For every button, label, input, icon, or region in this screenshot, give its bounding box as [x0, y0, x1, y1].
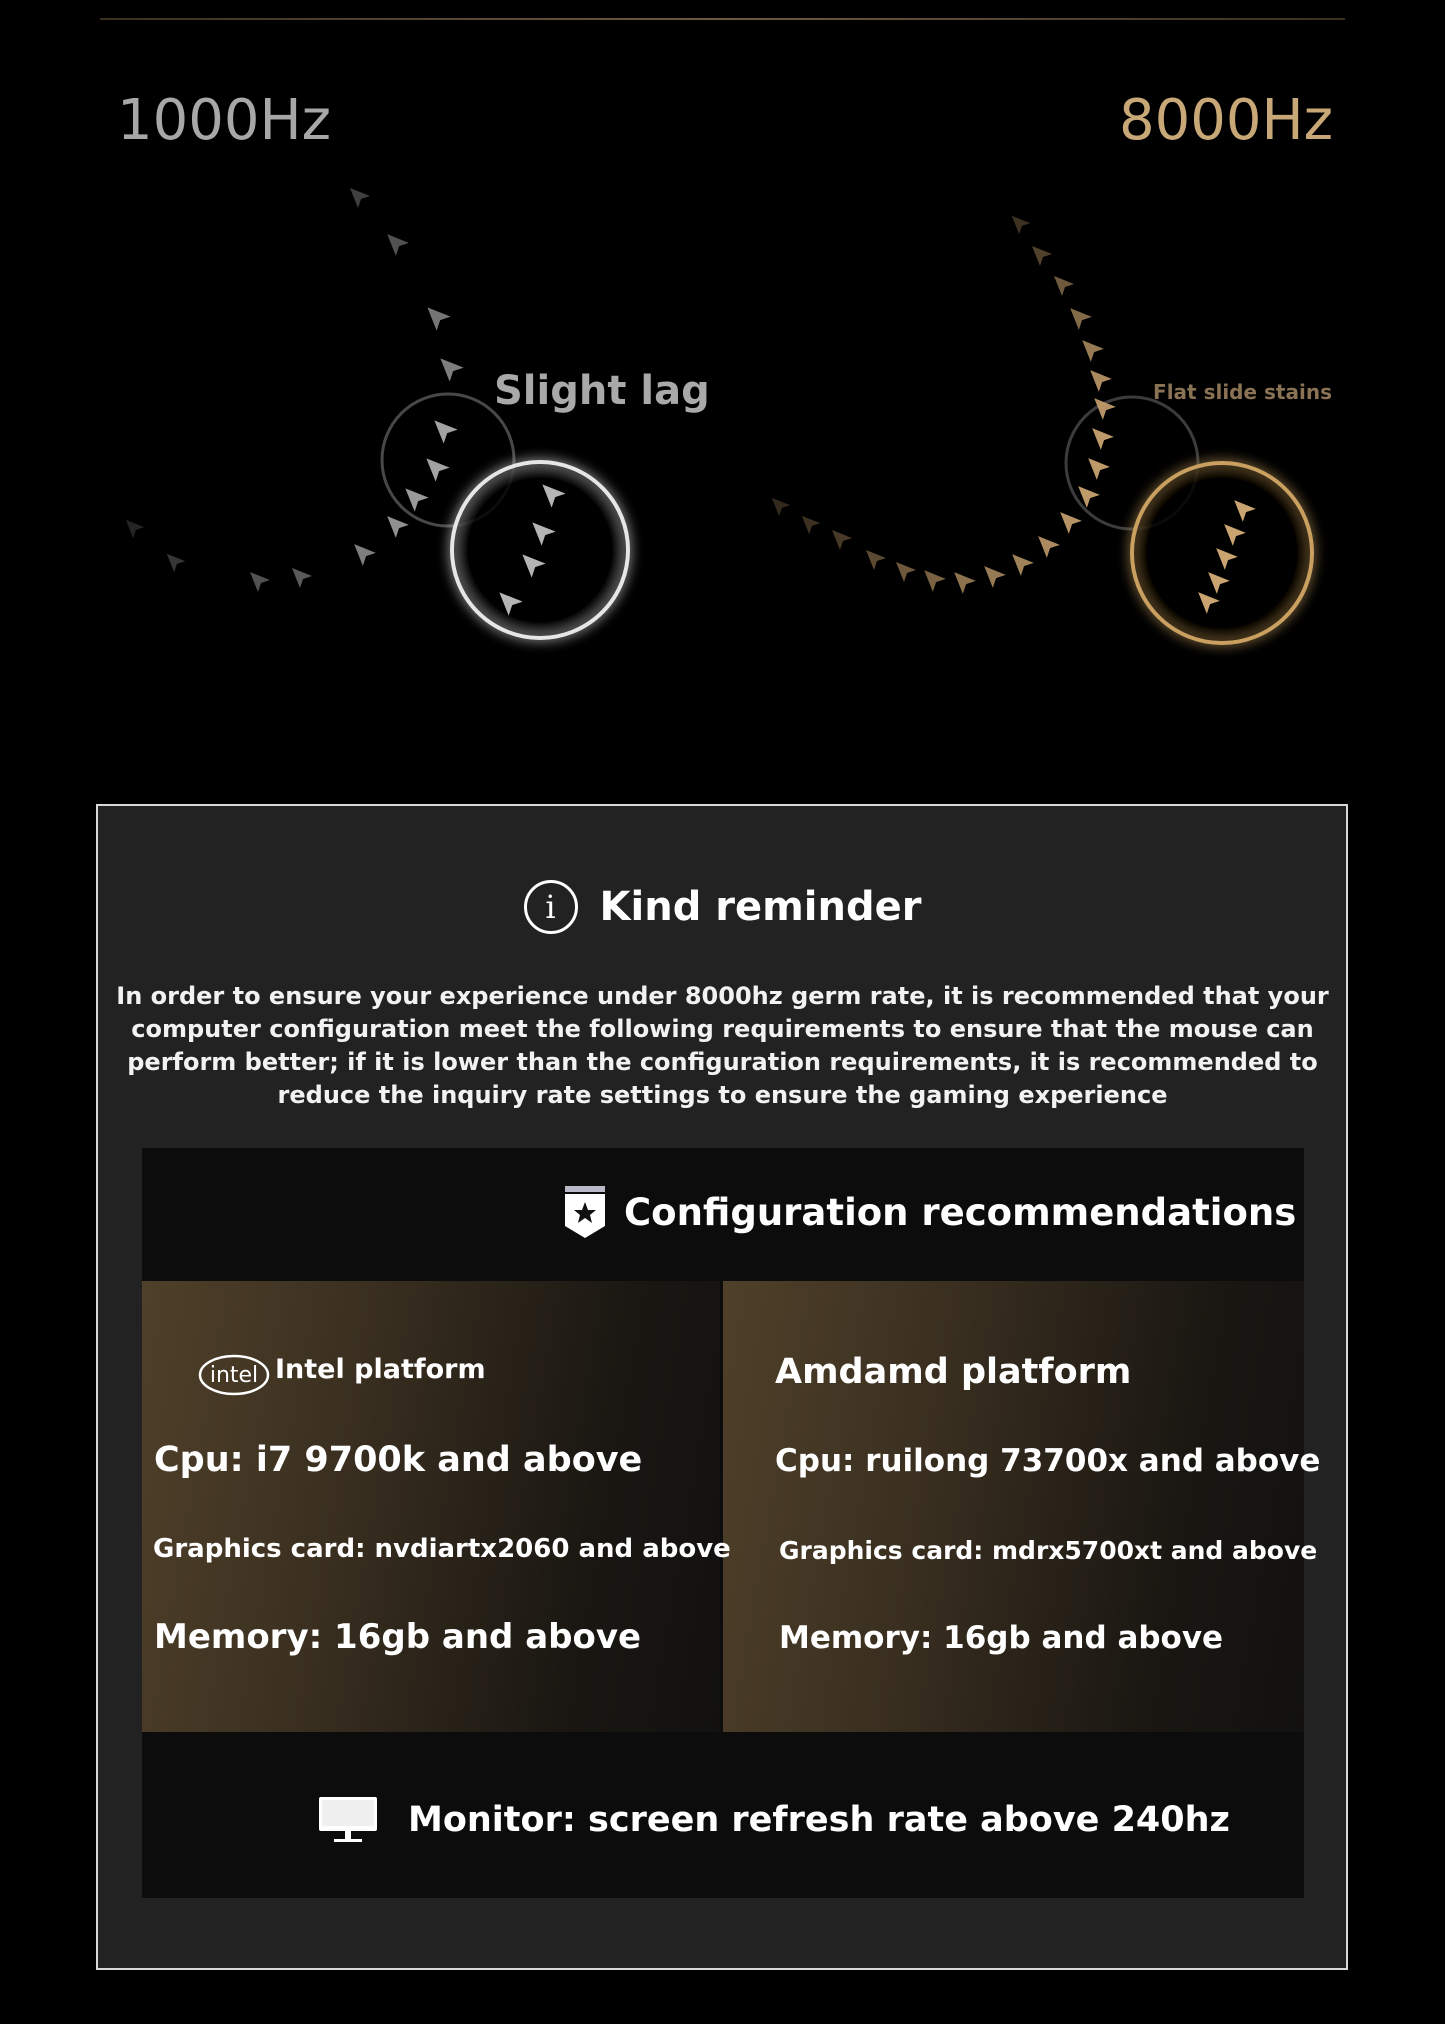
- intel-cpu: Cpu: i7 9700k and above: [154, 1440, 643, 1480]
- cursor-icon: [250, 572, 270, 592]
- amd-platform-card: [723, 1281, 1304, 1732]
- cursor-icon: [1070, 308, 1092, 330]
- info-icon: i: [524, 880, 578, 934]
- amd-platform-label: Amdamd platform: [775, 1352, 1132, 1392]
- cursor-icon: [427, 307, 450, 330]
- star-badge-icon: [564, 1186, 606, 1238]
- cursor-icon: [984, 566, 1006, 588]
- cursor-icon: [405, 488, 428, 511]
- intel-memory: Memory: 16gb and above: [154, 1617, 642, 1657]
- cursor-icon: [167, 554, 185, 572]
- intel-logo: [198, 1352, 274, 1396]
- cursor-icon: [426, 458, 449, 481]
- cursor-icon: [866, 550, 886, 570]
- config-title: Configuration recommendations: [624, 1190, 1297, 1234]
- cursor-icon: [802, 516, 820, 534]
- cursor-icon: [434, 420, 457, 443]
- cursor-icon: [387, 234, 409, 256]
- flat-slide-caption: Flat slide stains: [1153, 380, 1332, 404]
- config-heading: [564, 1186, 1296, 1238]
- reminder-title: Kind reminder: [599, 884, 922, 930]
- cursor-icon: [924, 570, 946, 592]
- cursor-icon: [1032, 246, 1052, 266]
- amd-cpu: Cpu: ruilong 73700x and above: [775, 1443, 1321, 1479]
- amd-gpu: Graphics card: mdrx5700xt and above: [779, 1536, 1318, 1565]
- cursor-icon: [350, 188, 370, 208]
- intel-gpu: Graphics card: nvdiartx2060 and above: [153, 1534, 731, 1564]
- cursor-icon: [896, 562, 916, 582]
- cursor-icon: [954, 572, 976, 594]
- svg-text:intel: intel: [209, 1363, 259, 1388]
- cursor-icon: [1060, 512, 1082, 534]
- cursor-icon: [1012, 554, 1034, 576]
- rate-8000hz-label: 8000Hz: [1118, 88, 1333, 153]
- zoom-lens-left: [452, 462, 628, 638]
- cursor-icon: [772, 498, 790, 516]
- cursor-icon: [832, 530, 852, 550]
- slight-lag-caption: Slight lag: [494, 368, 710, 414]
- cursor-icon: [292, 568, 312, 588]
- cursor-icon: [387, 516, 409, 538]
- cursor-icon: [126, 520, 144, 538]
- cursor-icon: [1082, 340, 1104, 362]
- cursor-icon: [354, 544, 376, 566]
- cursor-icon: [1054, 276, 1074, 296]
- amd-memory: Memory: 16gb and above: [779, 1620, 1224, 1656]
- reminder-body: In order to ensure your experience under 8000hz germ rate, it is recommended that your computer configuration meet the following requirements to ensure that the mouse can perform better; if it is lower than the configuration requirements, it is recommended to reduce the inquiry rate settings to ensure the gaming experience: [116, 982, 1329, 1109]
- reminder-heading: [0, 880, 1445, 934]
- monitor-text: Monitor: screen refresh rate above 240hz: [408, 1800, 1230, 1840]
- cursor-icon: [1012, 216, 1030, 234]
- cursor-icon: [440, 358, 463, 381]
- cursor-icon: [1090, 370, 1112, 392]
- intel-platform-card: [142, 1281, 720, 1732]
- cursor-icon: [1038, 536, 1060, 558]
- monitor-icon: [318, 1796, 378, 1844]
- cursor-icon: [1088, 458, 1110, 480]
- rate-1000hz-label: 1000Hz: [117, 88, 332, 153]
- intel-platform-label: Intel platform: [275, 1354, 486, 1385]
- cursor-icon: [1092, 428, 1114, 450]
- monitor-requirement: [318, 1796, 1230, 1844]
